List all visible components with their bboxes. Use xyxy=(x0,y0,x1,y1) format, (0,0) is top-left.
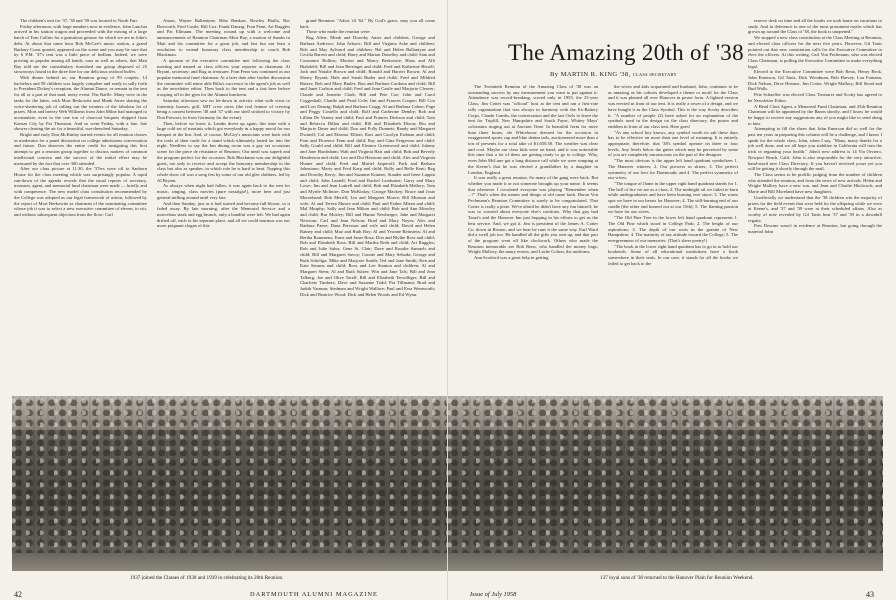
left-column-3 xyxy=(300,18,435,386)
paragraph: the wives and kids acquainted and husband, John, continues to be as amazing as his cohorts developed a theme or motif for the Class and it was planted all over Hanover in poster form. A lighted version was erected in front of our tent. It is really a tower of a design, and we have bought it as the Class Symbol. This is the way Scotty describes it: "A number of people (2) have asked for an explanation of the symbols used in the design on the class directory, the poster and emblem in front of our class tent. Here goes! xyxy=(608,84,738,129)
paragraph: Pres Downer wasn't in evidence at Reunion, but going through the material John xyxy=(748,223,882,235)
paragraph: Amon, Wayne Ballantyne, Biba Bankart, Rowley Bialla, Bor Bosworth, Fred Castle, Bill Cox, Frank Danzig, Fran Fenn, Art Ruggles and Pat Ellmann. The meeting wound up with a welcome and announcements of Reunion Chairman Mort Ray, a motion of thanks to Matt and his committee for a great job, and last but not least a resolution to extend honorary class membership to coach Bob Blackman. xyxy=(157,18,290,58)
left-page-number: 42 xyxy=(14,590,22,599)
paragraph: And then Sunday, just as it had started and become full-blown, so it faded away. By late morning, after the Memorial Service and a marvelous steak and egg brunch, only a handful were left. We had again drifted off, each to his separate place, and all we could murmur was our more poignant slogan of this xyxy=(157,200,290,229)
paragraph: It was really a great reunion. So many of the gang were back. But whether you made it or not someone brought up your name. It seems that whenever I circulated everyone was playing "Remember when ...?" That's when the names and things of old came back. Baron Von Pechmann's Reunion Committee is surely to be congratulated. That Cotter is really a pixie. We're afraid he didn't have any fun himself; he was so worried about everyone else's comforts. Why that guy had Tanzi's and the Hanover Inn just hopping in his efforts to get us the best service. And, we got it. Jim is president of the James A. Cotter Co. down in Boston, and we hear he runs it the same way. Earl Ward did a swell job too. He handled all the gifts you sent up, and that part of the program went off like clockwork. Others who made the Reunion memorable are Bob Reno, who handled the money bags; Wright Mallory, the many events; and Leslie Colton, the uniforms. xyxy=(468,175,598,255)
journal-name: DARTMOUTH ALUMNI MAGAZINE xyxy=(250,591,378,598)
paragraph: Unofficially we understand that the '38 children win the majority of prizes for the field events that were held for the offspring while we were at Keene's, and '37 and '39 were at their scheduled affairs. Also as worthy of note revealed by Gil Tanis beat '37 and '39 in a downhill regatta. xyxy=(748,194,882,223)
article-headline: The Amazing 20th of '38 xyxy=(508,40,744,65)
paragraph: Friday afternoon, with large numbers now in evidence, John Lauchia arrived in his station wagon and proceeded with the mixing of a large batch of Tom Collins for a gratuitous gesture for which we are in John's debt. At about that same hour Bob McGee's music station, a grand Barbary Coast quartet, appeared on the scene and you may be sure that by 6 P.M. '37's tent was a little piece of bedlam. Indeed, we were proving as popular among all hands, ours as well as others, that Matt Ray told me the constabulary furnished our group disposed of 25 stowaways found in the three line for our delicious seafood buffet. xyxy=(14,23,147,75)
class-1938-reunion-photo xyxy=(448,396,883,571)
paragraph: The Class seems to be prolific judging from the number of children who attended the reunion, and from the news of new arrivals. Helen and Wright Mallory have a new son, and Jean and Charlie Hitchcock, and Marie and Bill Moreland have new daughters. xyxy=(748,171,882,195)
byline-prefix: By xyxy=(550,71,559,78)
paragraph: After our class picture at 11:30, the '37ers were off to Sanborn House for the class meeting which was surprisingly popular. A rapid run-down of the agenda reveals that the usual reports of secretary, treasurer, agent, and memorial fund chairman were made — briefly and with competence. The new model class constitution recommended by the College was adopted as our legal framework of action, followed by the report of Mort Berkowitz as chairman of the nominating committee whose job it was to select a new executive committee of eleven, to wit, and without subsequent objection from the floor: Carl xyxy=(14,166,147,217)
paragraph: Saturday afternoon saw no let-down in activity what with visits to fraternity houses, golf, MIT crew races (the real feature of crewing being a contest between '38 and '37 with our shell stroked to victory by Don Prescott, in from Germany for the event). xyxy=(157,97,290,120)
paragraph: Ann Scotford was a great help in getting xyxy=(474,255,549,261)
paragraph: "As any school boy knows, any symbol worth its salt these days has to be effective on more than one level of meaning. It is entirely appropriate, therefore, that '38's symbol operate on three or four levels. Any levels below the gutter which may be perceived by some of you are completely unconscious on the part of the designer. xyxy=(608,129,738,158)
paragraph: The children's tent for '37, '38 and '39 was located to North Fair. xyxy=(20,18,138,23)
paragraph: A quorum of the executive committee met following the class meeting and named as class officers your reporter as chairman; Al Bryant, secretary; and Rug as treasurer. Fran Fenn was continued as our popular memorial fund chairman. At a later date after further discussion the committee will name able Billa's successor to the agent's job as well as the newsletter editor. Then back to the tent and a fast beer before trooping off to the gym for the Alumni luncheon. xyxy=(157,57,290,98)
class-1937-reunion-photo xyxy=(12,396,448,571)
left-column-1 xyxy=(14,18,147,386)
paragraph: Pete Schaeffer was elected Class Treasurer and Scotty has agreed to be Newsletter Editor. xyxy=(748,92,882,103)
photo-grass xyxy=(12,553,448,571)
paragraph: The Twentieth Reunion of the Amazing Class of '38 was an outstanding success by any measurement you want to put against it: Attendance was record-breaking, scored only in 1955, the 25-year Class; Jim Cotter was "official" host at the tent and ran a first-rate rally organization that was always in harmony with the Ex-Battery Corps, Claude Combs, the conversation and the last Owls to leave the tent for Tripfill, New Hampshire and South Fayer, Whitey Mays' coloratura ringing out at Auction Time. In beautiful form for more than three hours, ole Whitehorse dressed for the occasion in exaggerated sports cap and blue denim tails, auctioneered more than a ton of presents for a total take of $1,650.50. The weather was clear and cool. Maybe our class kids were on hand, and it was noticeable this time that a lot of them are getting ready to go to college. Why, even John McLane got a long distance call while we were romping at the Keene's that he was elected a grandfather by a daughter in London, England. xyxy=(468,84,598,175)
paragraph: With dinner behind us, our Reunion group of 99 couples, 14 bachelors and 58 children was largely complete and ready to sally forth to President Dickey's reception, the Alumni Dance, or remain in the tent for all or a part of that mad, noisy event. The Raffle. Many were in the tanks for the latter, with Mort Berkowitz and Monk Ames sharing the voice-shattering job of calling out the winners of the fabulous lot of prizes. Mort and breezy Web Williams from John Milne had managed to accumulate, even to the one ton of charcoal briquets shipped from Kansas City by Pat Thomson. And so went Friday, with a late, late shower clearing the air for a beautiful, sun-drenched Saturday. xyxy=(14,75,147,132)
paragraph: "The most obvious is the upper left hand quadrant symbolizes 1. The Hanover winters; 2. Our prowess as skiers; 3. The perfect symmetry of our love for Dartmouth; and 4. The perfect symmetry of our wives. xyxy=(608,158,738,181)
photo-crowd xyxy=(12,396,448,571)
byline-author: MARTIN R. KING '38, xyxy=(560,71,631,78)
right-photo-caption: 137 loyal sons of '38 returned to the Hanover Plain for Reunion Weekend. xyxy=(600,575,754,581)
paragraph: reserve desk on time and all the books we took home on vacations to study. And in deference to one of the most prominent myths which has grown up around the Class of '38, the book is unopened." xyxy=(748,18,882,35)
left-photo-caption: 1937 joined the Classes of 1938 and 1939 in celebrating its 20th Reunion. xyxy=(130,575,284,581)
right-column-1 xyxy=(468,84,598,386)
right-column-3 xyxy=(748,18,882,386)
photo-crowd xyxy=(448,396,883,571)
byline-role: CLASS SECRETARY xyxy=(632,72,678,77)
right-column-2 xyxy=(608,84,738,386)
article-byline xyxy=(550,71,677,78)
right-page-number: 43 xyxy=(866,590,874,599)
paragraph: Those who made the reunion were: xyxy=(306,29,371,35)
paragraph: Attempting to fill the shoes that John Emerson did so well for the past ten years in preparing this column will be a challenge, and I know I speak for the whole class, John, when I say, "Many, many thanks for a job well done, and we all hope you stabilize in California will turn the trick in regaining your health." John's new address is 14 Via Orviero, Newport Beach, Calif. John is also responsible for the very attractive, hand-sized new Class Directory. If you haven't received yours yet you will be getting it shortly through the mail. xyxy=(748,126,882,172)
paragraph: "The Old Pine Tree in the lower left hand quadrant represents 1. The Old Pine which stood in College Park; 2. The height of our aspirations; 3. The depth of our roots in the granite of New Hampshire; 4. The maturity of our attitude toward the College; 5. The evergreenness of our memories. (That's sheer poetry!) xyxy=(608,215,738,243)
paragraph: Then, before we knew it, Lambs drove up again, this time with a large cold set of martinis which got everybody in a happy mood for our banquet at the Inn. And, of course, McGoy's musicians were back with the tools of their trade for a stand which ultimately lasted far into the night. Needless to say the Inn dining room was a gay set occasions scene for the piece de résistance of Reunion. Our meal was superb and the program perfect for the occasion. Bob Blackman was our delightful guest, not only to receive and accept the honorary membership in the class but also as speaker, in which role he is hard to beat. Topping this whole show off was a song fest by some of our old glee clubbers, led by Al Bryant. xyxy=(157,120,290,183)
attendee-list: Rug Allen; Monk and Dorothy Ames and children; George and Barbara Andrews; John Arbaric; Bill and Virginia Ashe and children; Bob and May Aylward and children; Bal and Helen Ballantyne and Cecilia Barrett and child; Harry and Marian Donelley and child; Stan and Constance Rollins; Morton and Marcy Berkowitz; Blass and Alli Bialafeld; Bill and Jean Berringer and child; Fred and Katherine Bissell; Jack and Natalie Brown and child; Ronald and Harriet Brown; Al and Sherry Bryant; Hale and Sarah Butler and child; Fred and Mildred Butzer; Bob and Mary Butler; Bou and Barbara Cardona and child; Bill and Janet Carlson and child; Fred and Jean Castle and Marjorie Cleaver; Claude and Jeanette Clark; Bill and Pete Coe; John and Carol Coggeshall; Charlie and Pearl Cole; Jim and Frances Cooper; Bill Cox and Lois Danzig; Ralph and Barbara Cragg; Al and Barbara Cohen; Page and Peggy Costello and child; Rolf and Catherine Demby; Bob and Lillian De Varney and child; Paul and Frances Dickson and child; Tom and Rebecca Dillon and child; Bill and Elizabeth Dixon; Biu and Marjorie Doser and child; Doo and Polly Dunnett; Randy and Margaret Dwinell; Cal and Eleanor Elliott; Kurt and Carolyn Erdman and child; Fran and Florence Fenn and child; Ray and Gina Fergerson and child; Sally Gould and child; Bill and Eleanor Greenwood and child; Johnny and Jane Hardisham; Walt and Virginia Hart and child; Bob and Beverly Henderson and child; Leo and Dot Hessions and child; Alec and Virginia Hunter and child; Fred and Muriel Jasperoff; Park and Barbara Johnstone; Marty and Fred Karp and child; Rolly and Belle Kent; Reg and Dorothy Kerry; Jim and Suzanne Kramer; Stauder and Irene Lappin and child; John Lantell; Ford and Rachel Leadsome; Garry and Mary Lowe; Jim and Jean Luttrell and child; Bob and Elizabeth Mallory; Tom and Myrtle McIntire; Don McKinlay; George Mackey; Bruce and Josie Moorehead; Bob Merrill; Lin and Margaret Moore; Bill Munson and wife; Al and Teresa Munce and child; Paul and Esther Mizen and child; Mal Murphy; Sally and Jean Milton and child; Bob and Ann Moseley and child; Bur Mosley; Bill and Hanna Newberger; Jake and Margaret Newsom; Carl and Jean Nelson; Brad and Mary Noyes; Alec and Barbara Paese; Dana Peterson and wife and child; David and Helen Rainey and child; Muz and Ruth Ray; Al and Yvonne Reinstein; Al and Bertha Rommens; Ernst and Janet Rosa; Don and Blythe Ross and child; Bob and Elizabeth Ross; Bill and Martha Roth and child; Art Ruggles; Rob and Julie Salus; Gene St. Clair; Dave and Rosalie Samuels and child; Bill and Margaret Savoy; Connie and Mary Seboda; George and Ruth Scheliga; Mike and Marjorie Smith; Ted and Jane Smith; Ken and Kate Stearns and child; Ross and Lee Stanton and children; Al and Margaret Stern; Al and Ruth Sulzer; Win and Jane Tals; Bill and Jean Talberg; Joe and Olive Tarell; Bill and Elizabeth Terwilliger; Bill and Charlotte Timbers; Dave and Suzanne Todd; Pat Tillmann; Brad and Judith Varnum; Stedman and Wright Wallace; Paul and Ersa Wentworth; Dick and Beatrice Wood; Dick and Helen Woods and Ed Wynn. xyxy=(300,35,435,297)
issue-label: Issue of July 1958 xyxy=(470,591,517,598)
paragraph: We stopped a new class constitution at the Class Meeting at Reunion, and elected class officers for the next five years. However, Gil Tanis pointed out that new constitution calls for the Executive Committee to elect the officers. At this writing, Carl Von Pechmann, who was elected Class Chairman, is polling the Executive Committee to make everything legal. xyxy=(748,35,882,69)
paragraph: Elected to the Executive Committee were Bob Reno, Henry Beck, John Emerson, Gil Tanis, Dick Woodman, Rob Harvey, Lou Fontana, Dick Nelson, Dave Hosmer, Jim Cotter, Wright Mallory, Bill Stead and Bud Walls. xyxy=(748,69,882,92)
photo-grass xyxy=(448,553,883,571)
paragraph: Bright and early Don McKinlay started events for all reunion classes as moderator for a panel discussion on college admissions conversation and future. Don deserves the entire credit for instigating this first attempt to get a reunion group together to discuss matters of common intellectual concern and the success of the initial effort may be measured by the fact that over 300 attended. xyxy=(14,132,147,166)
paragraph: "The book in the lower right hand quadrant has to go in to hold our bookends. Some of all educational institutions have a book somewhere in their seals. In our case, it stands for all the books we failed to get back to the xyxy=(608,243,738,266)
paragraph: A Head Class Agent, a Memorial Fund Chairman, and 25th Reunion Chairman will be appointed by the Baron shortly, and I know he would be happy to receive any suggestions any of you might like to send along to him. xyxy=(748,103,882,126)
paragraph: grand Reunion: "Adios 'til '62." By God's grace, may you all come back. xyxy=(300,18,435,29)
paragraph: "The tongue of flame in the upper right hand quadrant stands for 1. The hell of fire we are as a class; 2. The midnight oil we failed to burn while undergraduates and have been burning ever since; 3. The warm spot we have in our hearts for Hanover; 4. The still-burning end of our candle (the other end burned out at our 15th); 5. The flaming passion we have for our wives. xyxy=(608,180,738,215)
left-column-2 xyxy=(157,18,290,386)
paragraph: As always when night had fallen, it was again back to the tent for music, singing, class movies (pure nostalgia!), more beer and just general milling around until very late. xyxy=(157,183,290,200)
